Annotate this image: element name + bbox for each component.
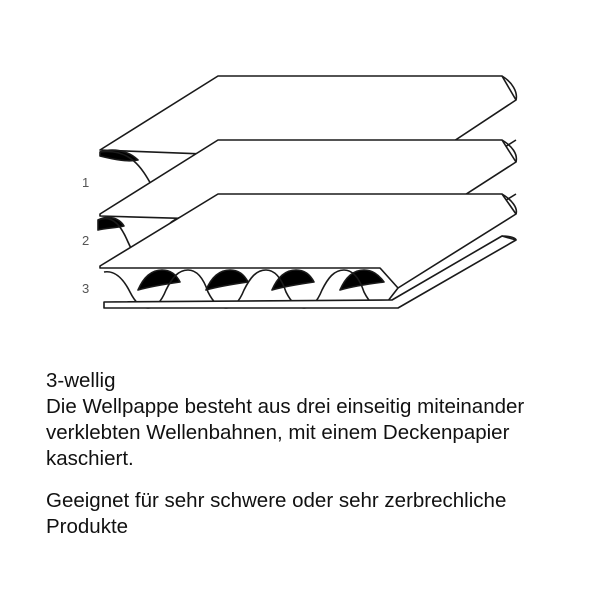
layer-label-1: 1 bbox=[82, 175, 90, 190]
caption-usage: Geeignet für sehr schwere oder sehr zerbrechliche Produkte bbox=[46, 489, 507, 538]
caption-title: 3-wellig bbox=[46, 369, 116, 392]
layer-label-2: 2 bbox=[82, 233, 90, 248]
layer-label-3: 3 bbox=[82, 281, 90, 296]
caption-description: Die Wellpappe besteht aus drei einseitig miteinander verklebten Wellenbahnen, mit einem Deckenpapier kaschiert. bbox=[46, 395, 525, 470]
flute-3-pocket-b bbox=[206, 270, 248, 290]
caption bbox=[46, 368, 576, 540]
flute-3-pocket-a bbox=[138, 270, 180, 290]
flute-3-pocket-c bbox=[272, 270, 314, 290]
